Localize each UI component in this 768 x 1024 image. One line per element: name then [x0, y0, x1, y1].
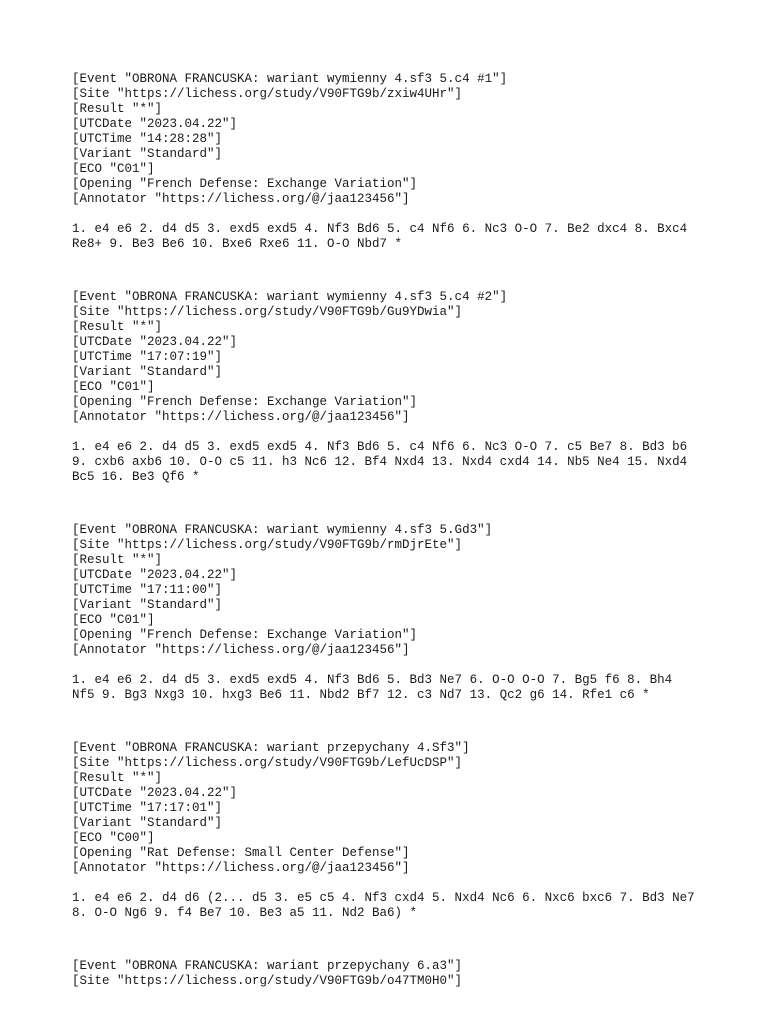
pgn-tag-event: [Event "OBRONA FRANCUSKA: wariant przepychany 4.Sf3"]	[72, 741, 470, 755]
pgn-tag-annotator: [Annotator "https://lichess.org/@/jaa123456"]	[72, 643, 410, 657]
movetext-line: 1. e4 e6 2. d4 d5 3. exd5 exd5 4. Nf3 Bd6 5. Bd3 Ne7 6. O-O O-O 7. Bg5 f6 8. Bh4	[72, 673, 673, 687]
pgn-tag-variant: [Variant "Standard"]	[72, 147, 223, 161]
pgn-tag-variant: [Variant "Standard"]	[72, 816, 223, 830]
pgn-game	[72, 741, 712, 921]
pgn-game	[72, 959, 712, 989]
pgn-tag-site: [Site "https://lichess.org/study/V90FTG9b/rmDjrEte"]	[72, 538, 463, 552]
pgn-tag-utcdate: [UTCDate "2023.04.22"]	[72, 335, 238, 349]
pgn-tag-event: [Event "OBRONA FRANCUSKA: wariant przepychany 6.a3"]	[72, 959, 463, 973]
pgn-tag-opening: [Opening "French Defense: Exchange Variation"]	[72, 177, 418, 191]
pgn-movetext	[72, 891, 712, 921]
pgn-tag-event: [Event "OBRONA FRANCUSKA: wariant wymienny 4.sf3 5.c4 #2"]	[72, 290, 508, 304]
pgn-game	[72, 72, 712, 252]
pgn-tag-utctime: [UTCTime "17:17:01"]	[72, 801, 223, 815]
pgn-tag-result: [Result "*"]	[72, 320, 163, 334]
pgn-tag-annotator: [Annotator "https://lichess.org/@/jaa123456"]	[72, 410, 410, 424]
pgn-game	[72, 523, 712, 703]
movetext-line: 1. e4 e6 2. d4 d5 3. exd5 exd5 4. Nf3 Bd6 5. c4 Nf6 6. Nc3 O-O 7. c5 Be7 8. Bd3 b6	[72, 440, 688, 454]
pgn-tag-utctime: [UTCTime "17:07:19"]	[72, 350, 223, 364]
pgn-tag-event: [Event "OBRONA FRANCUSKA: wariant wymienny 4.sf3 5.Gd3"]	[72, 523, 493, 537]
movetext-line: Bc5 16. Be3 Qf6 *	[72, 470, 200, 484]
pgn-tag-result: [Result "*"]	[72, 771, 163, 785]
pgn-tag-utctime: [UTCTime "17:11:00"]	[72, 583, 223, 597]
pgn-tag-annotator: [Annotator "https://lichess.org/@/jaa123456"]	[72, 861, 410, 875]
movetext-line: 1. e4 e6 2. d4 d6 (2... d5 3. e5 c5 4. Nf3 cxd4 5. Nxd4 Nc6 6. Nxc6 bxc6 7. Bd3 Ne7	[72, 891, 695, 905]
movetext-line: 1. e4 e6 2. d4 d5 3. exd5 exd5 4. Nf3 Bd6 5. c4 Nf6 6. Nc3 O-O 7. Be2 dxc4 8. Bxc4	[72, 222, 688, 236]
pgn-game	[72, 290, 712, 485]
pgn-tag-result: [Result "*"]	[72, 553, 163, 567]
pgn-tag-event: [Event "OBRONA FRANCUSKA: wariant wymienny 4.sf3 5.c4 #1"]	[72, 72, 508, 86]
pgn-tag-annotator: [Annotator "https://lichess.org/@/jaa123456"]	[72, 192, 410, 206]
pgn-movetext	[72, 440, 712, 485]
movetext-line: 8. O-O Ng6 9. f4 Be7 10. Be3 a5 11. Nd2 Ba6) *	[72, 906, 418, 920]
pgn-tag-site: [Site "https://lichess.org/study/V90FTG9b/LefUcDSP"]	[72, 756, 463, 770]
pgn-document	[72, 72, 712, 989]
movetext-line: 9. cxb6 axb6 10. O-O c5 11. h3 Nc6 12. Bf4 Nxd4 13. Nxd4 cxd4 14. Nb5 Ne4 15. Nxd4	[72, 455, 688, 469]
pgn-tag-opening: [Opening "Rat Defense: Small Center Defense"]	[72, 846, 410, 860]
pgn-tag-utcdate: [UTCDate "2023.04.22"]	[72, 568, 238, 582]
pgn-tag-variant: [Variant "Standard"]	[72, 365, 223, 379]
pgn-movetext	[72, 222, 712, 252]
pgn-tag-utcdate: [UTCDate "2023.04.22"]	[72, 786, 238, 800]
pgn-tag-eco: [ECO "C01"]	[72, 162, 155, 176]
movetext-line: Re8+ 9. Be3 Be6 10. Bxe6 Rxe6 11. O-O Nbd7 *	[72, 237, 403, 251]
pgn-tag-site: [Site "https://lichess.org/study/V90FTG9b/o47TM0H0"]	[72, 974, 463, 988]
pgn-tag-result: [Result "*"]	[72, 102, 163, 116]
pgn-tag-eco: [ECO "C01"]	[72, 613, 155, 627]
pgn-tag-site: [Site "https://lichess.org/study/V90FTG9b/Gu9YDwia"]	[72, 305, 463, 319]
pgn-tag-eco: [ECO "C00"]	[72, 831, 155, 845]
pgn-tag-utctime: [UTCTime "14:28:28"]	[72, 132, 223, 146]
pgn-tag-variant: [Variant "Standard"]	[72, 598, 223, 612]
pgn-tag-utcdate: [UTCDate "2023.04.22"]	[72, 117, 238, 131]
pgn-tag-eco: [ECO "C01"]	[72, 380, 155, 394]
pgn-movetext	[72, 673, 712, 703]
movetext-line: Nf5 9. Bg3 Nxg3 10. hxg3 Be6 11. Nbd2 Bf7 12. c3 Nd7 13. Qc2 g6 14. Rfe1 c6 *	[72, 688, 650, 702]
pgn-tag-opening: [Opening "French Defense: Exchange Variation"]	[72, 395, 418, 409]
pgn-tag-opening: [Opening "French Defense: Exchange Variation"]	[72, 628, 418, 642]
pgn-tag-site: [Site "https://lichess.org/study/V90FTG9b/zxiw4UHr"]	[72, 87, 463, 101]
